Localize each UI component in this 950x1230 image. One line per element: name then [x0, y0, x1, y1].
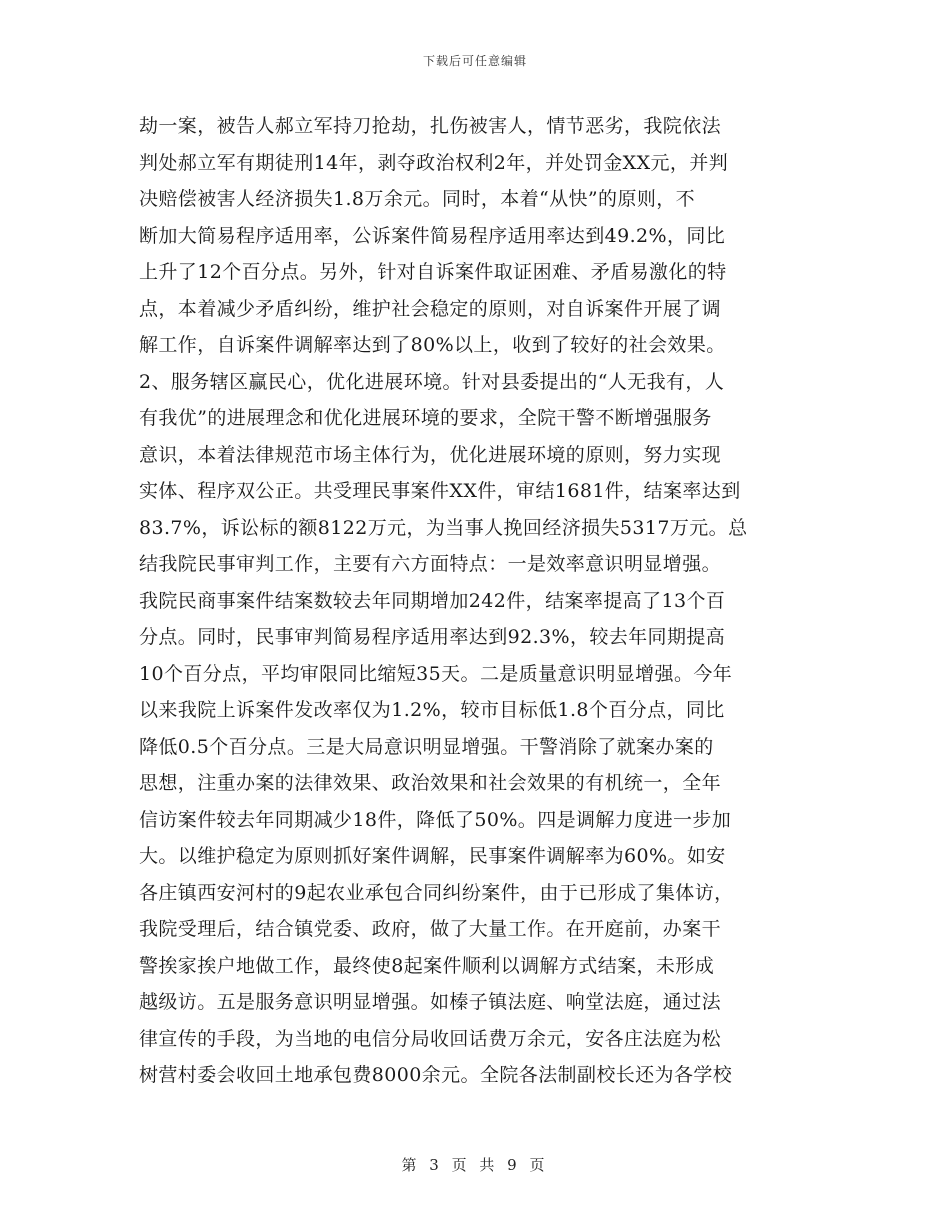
body-line: 实体、程序双公正。共受理民事案件XX件，审结1681件，结案率达到 [139, 480, 741, 502]
body-line: 信访案件较去年同期减少18件，降低了50%。四是调解力度进一步加 [139, 808, 732, 831]
body-line: 分点。同时，民事审判简易程序适用率达到92.3%，较去年同期提高 [139, 626, 726, 648]
body-line: 2、服务辖区赢民心，优化进展环境。针对县委提出的“人无我有，人 [139, 370, 725, 393]
body-line: 各庄镇西安河村的9起农业承包合同纠纷案件，由于已形成了集体访， [139, 881, 734, 904]
body-line: 有我优”的进展理念和优化进展环境的要求，全院干警不断增强服务 [139, 407, 712, 429]
body-line: 以来我院上诉案件发改率仅为1.2%，较市目标低1.8个百分点，同比 [139, 699, 725, 721]
body-line: 我院受理后，结合镇党委、政府，做了大量工作。在开庭前，办案干 [139, 918, 722, 940]
document-body [139, 108, 811, 1094]
body-line: 断加大简易程序适用率，公诉案件简易程序适用率达到49.2%，同比 [139, 224, 726, 247]
body-line: 83.7%，诉讼标的额8122万元，为当事人挽回经济损失5317万元。总 [139, 516, 748, 539]
body-line: 劫一案，被告人郝立军持刀抢劫，扎伤被害人，情节恶劣，我院依法 [139, 115, 722, 137]
body-line: 大。以维护稳定为原则抓好案件调解，民事案件调解率为60%。如安 [139, 845, 726, 867]
body-line: 树营村委会收回土地承包费8000余元。全院各法制副校长还为各学校 [139, 1064, 733, 1086]
page-header: 下载后可任意编辑 [422, 54, 527, 68]
body-line: 降低0.5个百分点。三是大局意识明显增强。干警消除了就案办案的 [139, 735, 714, 758]
body-line: 10个百分点，平均审限同比缩短35天。二是质量意识明显增强。今年 [139, 662, 733, 685]
body-line: 意识，本着法律规范市场主体行为，优化进展环境的原则，努力实现 [139, 443, 722, 466]
body-line: 解工作，自诉案件调解率达到了80%以上，收到了较好的社会效果。 [139, 334, 726, 356]
body-line: 我院民商事案件结案数较去年同期增加242件，结案率提高了13个百 [139, 589, 726, 612]
body-line: 上升了12个百分点。另外，针对自诉案件取证困难、矛盾易激化的特 [139, 261, 727, 283]
body-line: 思想，注重办案的法律效果、政治效果和社会效果的有机统一，全年 [139, 772, 722, 794]
body-line: 决赔偿被害人经济损失1.8万余元。同时，本着“从快”的原则，不 [139, 188, 696, 210]
body-line: 律宣传的手段，为当地的电信分局收回话费万余元，安各庄法庭为松 [139, 1027, 722, 1050]
body-line: 点，本着减少矛盾纠纷，维护社会稳定的原则，对自诉案件开展了调 [139, 297, 722, 320]
body-line: 警挨家挨户地做工作，最终使8起案件顺利以调解方式结案，未形成 [139, 954, 715, 977]
body-line: 越级访。五是服务意识明显增强。如榛子镇法庭、响堂法庭，通过法 [139, 991, 722, 1013]
body-line: 判处郝立军有期徒刑14年，剥夺政治权利2年，并处罚金XX元，并判 [139, 151, 729, 174]
body-line: 结我院民事审判工作，主要有六方面特点：一是效率意识明显增强。 [139, 553, 722, 575]
page-number: 第 3 页 共 9 页 [401, 1156, 549, 1174]
